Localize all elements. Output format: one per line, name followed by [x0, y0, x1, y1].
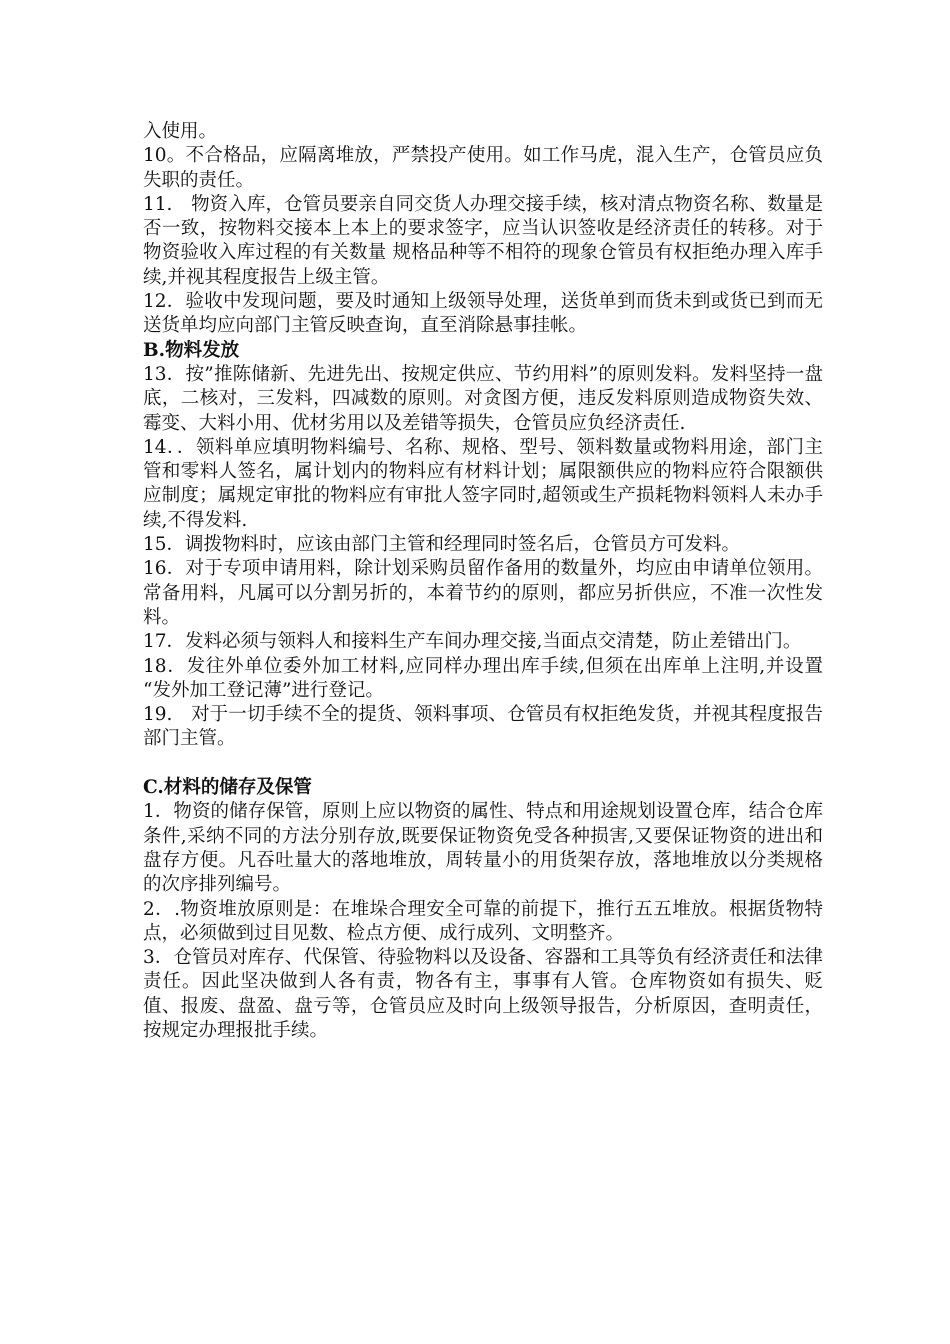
blank-line [143, 752, 823, 776]
document-page [143, 120, 823, 1043]
paragraph-item-16: 16．对于专项申请用料，除计划采购员留作备用的数量外，均应由申请单位领用。常备用料，凡属可以分割另折的，本着节约的原则，都应另折供应，不准一次性发料。 [143, 558, 823, 628]
paragraph-item-15: 15．调拨物料时，应该由部门主管和经理同时签名后，仓管员方可发料。 [143, 534, 741, 556]
paragraph-item-11: 11. 物资入库，仓管员要亲自同交货人办理交接手续，核对清点物资名称、数量是否一致，按物料交接本上本上的要求签字，应当认识签收是经济责任的转移。对于物资验收入库过程的有关数量 规格品种等不相符的现象仓管员有权拒绝办理入库手续,并视其程度报告上级主管。 [143, 193, 823, 288]
paragraph-item-12: 12．验收中发现问题，要及时通知上级领导处理，送货单到而货未到或货已到而无送货单均应向部门主管反映查询，直至消除悬事挂帐。 [143, 291, 823, 337]
paragraph-c-item-1: 1．物资的储存保管，原则上应以物资的属性、特点和用途规划设置仓库，结合仓库条件,采纳不同的方法分别存放,既要保证物资免受各种损害,又要保证物资的进出和盘存方便。凡吞吐量大的落地堆放，周转量小的用货架存放，落地堆放以分类规格的次序排列编号。 [143, 801, 823, 896]
section-c-heading: C.材料的储存及保管 [143, 777, 312, 799]
paragraph-item-18: 18．发往外单位委外加工材料,应同样办理出库手续,但须在出库单上注明,并设置 “发外加工登记薄”进行登记。 [143, 655, 823, 701]
paragraph-item-19: 19. 对于一切手续不全的提货、领料事项、仓管员有权拒绝发货，并视其程度报告部门主管。 [143, 704, 823, 750]
paragraph-item-10: 10。不合格品，应隔离堆放，严禁投产使用。如工作马虎，混入生产，仓管员应负失职的责任。 [143, 145, 823, 191]
paragraph-c-item-3: 3．仓管员对库存、代保管、待验物料以及设备、容器和工具等负有经济责任和法律责任。因此坚决做到人各有责，物各有主，事事有人管。仓库物资如有损失、贬值、报废、盘盈、盘亏等，仓管员应及时向上级领导报告，分析原因，查明责任，按规定办理报批手续。 [143, 947, 823, 1041]
paragraph-item-17: 17．发料必须与领料人和接料生产车间办理交接,当面点交清楚，防止差错出门。 [143, 631, 802, 653]
paragraph-item-14: 14．．领料单应填明物料编号、名称、规格、型号、领料数量或物料用途，部门主管和零料人签名，属计划内的物料应有材料计划；属限额供应的物料应符合限额供应制度；属规定审批的物料应有审批人签字同时,超领或生产损耗物料领料人未办手续,不得发料. [143, 436, 823, 531]
paragraph-c-item-2: 2．.物资堆放原则是：在堆垛合理安全可靠的前提下，推行五五堆放。根据货物特点，必须做到过目见数、检点方便、成行成列、文明整齐。 [143, 898, 823, 944]
paragraph-intro-tail: 入使用。 [143, 121, 218, 142]
paragraph-item-13: 13．按”推陈储新、先进先出、按规定供应、节约用料”的原则发料。发料坚持一盘底，二核对，三发料，四减数的原则。对贪图方便，违反发料原则造成物资失效、霉变、大料小用、优材劣用以及差错等损失，仓管员应负经济责任. [143, 363, 823, 434]
section-b-heading: B.物料发放 [143, 339, 240, 361]
